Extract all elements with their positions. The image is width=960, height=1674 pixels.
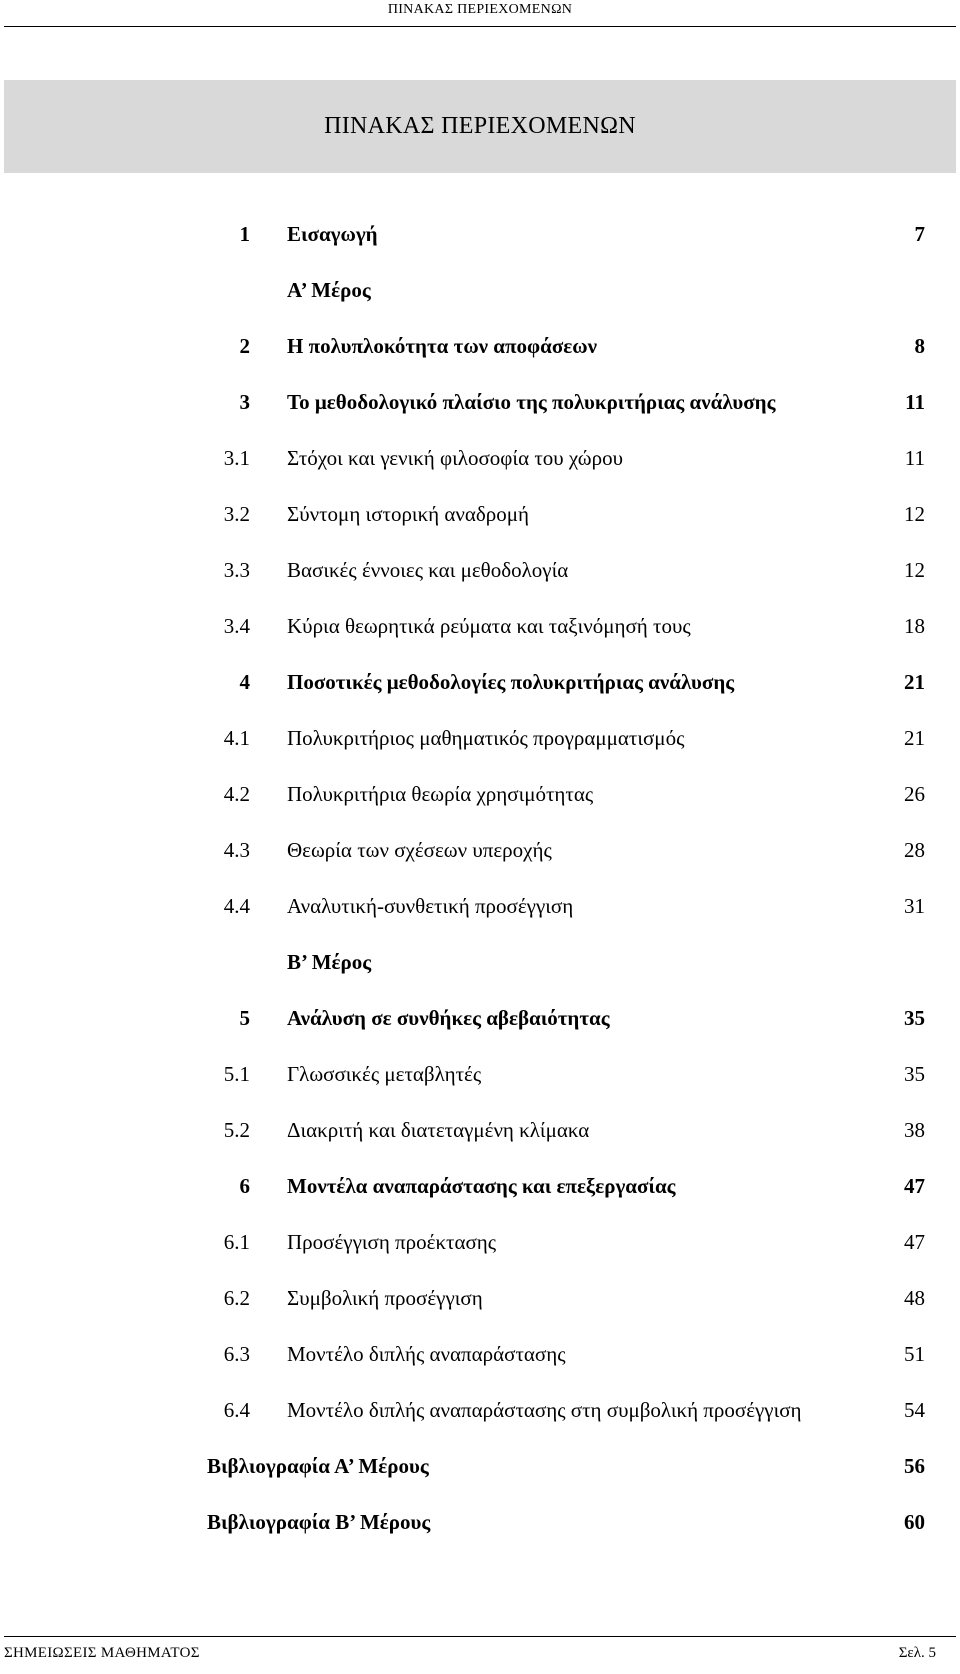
toc-row (0, 936, 960, 992)
toc-section-title: Σύντομη ιστορική αναδρομή (287, 502, 530, 526)
toc-row (0, 1048, 960, 1104)
toc-section-number: 4.2 (223, 782, 250, 806)
toc-page-number: 51 (904, 1342, 925, 1366)
toc-section-number: 5.1 (223, 1062, 250, 1086)
toc-row (0, 376, 960, 432)
toc-section-number: 3 (239, 390, 250, 414)
toc-section-title: Στόχοι και γενική φιλοσοφία του χώρου (287, 446, 623, 470)
toc-row (0, 880, 960, 936)
toc-page-number: 35 (904, 1062, 925, 1086)
toc-page-number: 47 (904, 1230, 925, 1254)
toc-section-title: Προσέγγιση προέκτασης (287, 1230, 497, 1254)
toc-section-number: 4.4 (223, 894, 250, 918)
toc-section-number: 5.2 (223, 1118, 250, 1142)
toc-section-number: 6.1 (223, 1230, 250, 1254)
toc-section-number: 4.3 (223, 838, 250, 862)
toc-section-number: 3.4 (223, 614, 250, 638)
toc-row (0, 208, 960, 264)
toc-section-title: Α’ Μέρος (287, 278, 371, 302)
toc-section-number: 2 (239, 334, 250, 358)
toc-row (0, 488, 960, 544)
toc-section-title: Αναλυτική-συνθετική προσέγγιση (287, 894, 574, 918)
title-band (4, 80, 956, 173)
footer-rule (4, 1636, 956, 1637)
toc-page-number: 7 (914, 222, 925, 246)
toc-page-number: 12 (904, 558, 925, 582)
toc-row (0, 544, 960, 600)
toc-page-number: 54 (904, 1398, 925, 1422)
footer-course-notes: ΣΗΜΕΙΩΣΕΙΣ ΜΑΘΗΜΑΤΟΣ (4, 1645, 200, 1661)
toc-section-title: Θεωρία των σχέσεων υπεροχής (287, 838, 552, 862)
toc-section-title: Μοντέλο διπλής αναπαράστασης στη συμβολική προσέγγιση (287, 1398, 802, 1422)
toc-section-number: 6 (239, 1174, 250, 1198)
toc-page-number: 12 (904, 502, 925, 526)
toc-page-number: 48 (904, 1286, 925, 1310)
toc-section-title: Συμβολική προσέγγιση (287, 1286, 483, 1310)
toc-page-number: 56 (904, 1454, 925, 1478)
toc-row (0, 432, 960, 488)
toc-row (0, 1272, 960, 1328)
toc-page-number: 21 (904, 726, 925, 750)
toc-section-title: Το μεθοδολογικό πλαίσιο της πολυκριτήριας ανάλυσης (287, 390, 776, 414)
toc-section-title: Γλωσσικές μεταβλητές (287, 1062, 482, 1086)
toc-section-title: Διακριτή και διατεταγμένη κλίμακα (287, 1118, 590, 1142)
table-of-contents (0, 208, 960, 1552)
toc-section-title: Πολυκριτήρια θεωρία χρησιμότητας (287, 782, 594, 806)
toc-page-number: 38 (904, 1118, 925, 1142)
toc-row (0, 600, 960, 656)
toc-row (0, 320, 960, 376)
toc-section-number: 1 (239, 222, 250, 246)
toc-page-number: 11 (904, 446, 925, 470)
toc-row (0, 1160, 960, 1216)
toc-row (0, 264, 960, 320)
running-header: ΠΙΝΑΚΑΣ ΠΕΡΙΕΧΟΜΕΝΩΝ (387, 2, 573, 17)
toc-section-title: Βασικές έννοιες και μεθοδολογία (287, 558, 569, 582)
toc-row (0, 1216, 960, 1272)
toc-page-number: 26 (904, 782, 925, 806)
toc-row (0, 712, 960, 768)
toc-page-number: 47 (904, 1174, 925, 1198)
toc-row (0, 1328, 960, 1384)
toc-row (0, 1496, 960, 1552)
toc-page-number: 18 (904, 614, 925, 638)
toc-section-title: Η πολυπλοκότητα των αποφάσεων (287, 334, 597, 358)
toc-section-number: 6.4 (223, 1398, 250, 1422)
toc-section-number: 4 (239, 670, 250, 694)
toc-section-title: Β’ Μέρος (287, 950, 372, 974)
toc-section-title: Πολυκριτήριος μαθηματικός προγραμματισμός (287, 726, 685, 750)
toc-row (0, 768, 960, 824)
toc-section-title: Βιβλιογραφία Β’ Μέρους (207, 1510, 431, 1534)
toc-section-number: 3.2 (223, 502, 250, 526)
toc-section-number: 3.1 (223, 446, 250, 470)
toc-page-number: 28 (904, 838, 925, 862)
header-rule (4, 26, 956, 27)
toc-page-number: 31 (904, 894, 925, 918)
toc-section-title: Μοντέλο διπλής αναπαράστασης (287, 1342, 566, 1366)
toc-section-number: 5 (239, 1006, 250, 1030)
toc-section-title: Κύρια θεωρητικά ρεύματα και ταξινόμησή τους (287, 614, 691, 638)
page-title: ΠΙΝΑΚΑΣ ΠΕΡΙΕΧΟΜΕΝΩΝ (324, 113, 636, 139)
toc-section-title: Ανάλυση σε συνθήκες αβεβαιότητας (287, 1006, 610, 1030)
toc-page-number: 35 (904, 1006, 925, 1030)
toc-row (0, 992, 960, 1048)
toc-section-title: Ποσοτικές μεθοδολογίες πολυκριτήριας ανάλυσης (287, 670, 735, 694)
toc-page-number: 11 (905, 390, 925, 414)
toc-section-number: 3.3 (223, 558, 250, 582)
toc-section-number: 6.3 (223, 1342, 250, 1366)
toc-section-title: Βιβλιογραφία Α’ Μέρους (207, 1454, 429, 1478)
toc-section-title: Μοντέλα αναπαράστασης και επεξεργασίας (287, 1174, 676, 1198)
toc-row (0, 1384, 960, 1440)
toc-row (0, 1104, 960, 1160)
footer-page-number: Σελ. 5 (898, 1645, 936, 1661)
toc-section-title: Εισαγωγή (287, 222, 378, 246)
toc-page-number: 8 (914, 334, 925, 358)
toc-section-number: 6.2 (223, 1286, 250, 1310)
toc-page-number: 21 (904, 670, 925, 694)
toc-page-number: 60 (904, 1510, 925, 1534)
toc-section-number: 4.1 (223, 726, 250, 750)
toc-row (0, 656, 960, 712)
toc-row (0, 824, 960, 880)
toc-row (0, 1440, 960, 1496)
